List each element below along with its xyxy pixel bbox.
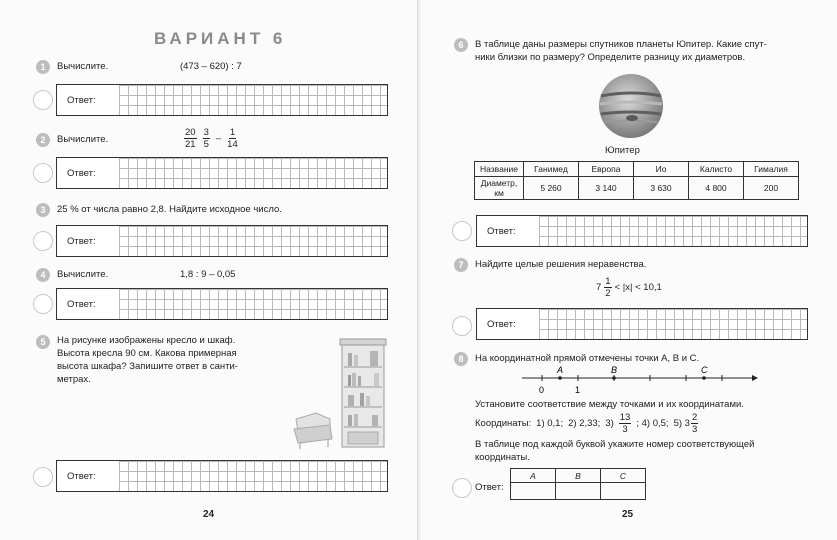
left-page — [0, 0, 418, 540]
jupiter-image — [596, 72, 666, 140]
table-header: Гималия — [744, 162, 799, 177]
table-cell: 5 260 — [524, 177, 579, 200]
table-header: Ио — [634, 162, 689, 177]
answer-circle — [33, 467, 53, 487]
answer-box[interactable]: Ответ: — [476, 215, 808, 247]
page-number: 24 — [203, 509, 215, 520]
task-text: Вычислите. — [57, 134, 109, 145]
table-instruction: В таблице под каждой буквой укажите номер соответствующей координаты. — [475, 439, 755, 463]
table-header: Европа — [579, 162, 634, 177]
table-cell: 3 630 — [634, 177, 689, 200]
satellites-table — [474, 161, 799, 200]
fraction: $\frac{20}{21}$ — [185, 127, 196, 150]
task-number: 1 — [36, 60, 50, 74]
table-header: Ганимед — [524, 162, 579, 177]
table-cell: 4 800 — [689, 177, 744, 200]
task-number: 3 — [36, 203, 50, 217]
fraction: $\frac{1}{14}$ — [227, 127, 238, 150]
fraction-expression: $\frac{20}{21}$ $\frac{3}{5}$ – $\frac{1}{14}$ — [185, 127, 238, 150]
task-text: Вычислите. — [57, 269, 109, 280]
answer-grid[interactable] — [119, 85, 387, 115]
table-row — [511, 469, 646, 483]
task-number: 7 — [454, 258, 468, 272]
variant-title: ВАРИАНТ 6 — [154, 29, 287, 48]
answer-cell[interactable] — [511, 483, 556, 500]
answer-grid[interactable] — [119, 461, 387, 491]
answer-grid[interactable] — [119, 289, 387, 319]
task-expression: (473 – 620) : 7 — [180, 61, 242, 72]
answer-grid[interactable] — [539, 216, 807, 246]
task-text: Вычислите. — [57, 61, 109, 72]
right-page — [420, 0, 837, 540]
answer-grid[interactable] — [119, 226, 387, 256]
answer-label: Ответ: — [475, 482, 504, 493]
jupiter-caption: Юпитер — [605, 145, 640, 156]
answer-box[interactable] — [56, 84, 388, 116]
answer-box[interactable]: Ответ: — [56, 460, 388, 492]
answer-grid[interactable] — [539, 309, 807, 339]
task-number: 5 — [36, 335, 50, 349]
table-row — [511, 483, 646, 500]
table-cell: 200 — [744, 177, 799, 200]
point-label: C — [701, 365, 708, 375]
table-header: A — [511, 469, 556, 483]
task-text: На рисунке изображены кресло и шкаф. Высота кресла 90 см. Какова примерная высота шкафа? Запишите ответ в санти- метрах. — [57, 335, 238, 385]
point-label: A — [557, 365, 564, 375]
task-number: 8 — [454, 352, 468, 366]
inequality: 7 $\frac{1}{2}$ < |x| < 10,1 — [596, 276, 662, 299]
task-text: Найдите целые решения неравенства. — [475, 259, 647, 270]
answer-cell[interactable] — [601, 483, 646, 500]
table-row — [475, 177, 799, 200]
task-number: 6 — [454, 38, 468, 52]
table-header: C — [601, 469, 646, 483]
answer-table[interactable] — [510, 468, 646, 500]
fraction: $\frac{3}{5}$ — [203, 127, 209, 150]
axis-label: 0 — [539, 385, 545, 395]
answer-circle — [33, 163, 53, 183]
coordinates-list: Координаты: 1) 0,1; 2) 2,33; 3) $\frac{13}{3}$ ; 4) 0,5; 5) 3 $\frac{2}{3}$ — [475, 412, 698, 435]
answer-box[interactable]: Ответ: — [56, 225, 388, 257]
point-label: B — [611, 365, 618, 375]
table-header: Название — [475, 162, 524, 177]
answer-cell[interactable] — [556, 483, 601, 500]
answer-circle — [452, 221, 472, 241]
task-expression: 1,8 : 9 – 0,05 — [180, 269, 236, 280]
answer-grid[interactable] — [119, 158, 387, 188]
task-number: 2 — [36, 133, 50, 147]
bookcase-and-armchair-illustration — [290, 335, 390, 455]
table-row — [475, 162, 799, 177]
task-instruction: Установите соответствие между точками и их координатами. — [475, 399, 744, 410]
answer-label: Ответ: — [67, 94, 96, 106]
coordinate-line — [520, 364, 760, 396]
answer-circle — [33, 90, 53, 110]
answer-circle — [33, 294, 53, 314]
table-cell: 3 140 — [579, 177, 634, 200]
answer-circle — [33, 231, 53, 251]
axis-label: 1 — [575, 385, 581, 395]
table-header: B — [556, 469, 601, 483]
task-text: 25 % от числа равно 2,8. Найдите исходное число. — [57, 204, 282, 215]
page-number: 25 — [622, 509, 634, 520]
answer-box[interactable]: Ответ: — [56, 157, 388, 189]
answer-circle — [452, 316, 472, 336]
task-text: В таблице даны размеры спутников планеты Юпитер. Какие спут- ники близки по размеру? Определите разницу их диаметров. — [475, 39, 767, 63]
task-text: На координатной прямой отмечены точки A, B и C. — [475, 353, 700, 364]
table-row-label: Диаметр, км — [475, 177, 524, 200]
answer-box[interactable]: Ответ: — [476, 308, 808, 340]
answer-circle — [452, 478, 472, 498]
table-header: Калисто — [689, 162, 744, 177]
answer-box[interactable]: Ответ: — [56, 288, 388, 320]
task-number: 4 — [36, 268, 50, 282]
